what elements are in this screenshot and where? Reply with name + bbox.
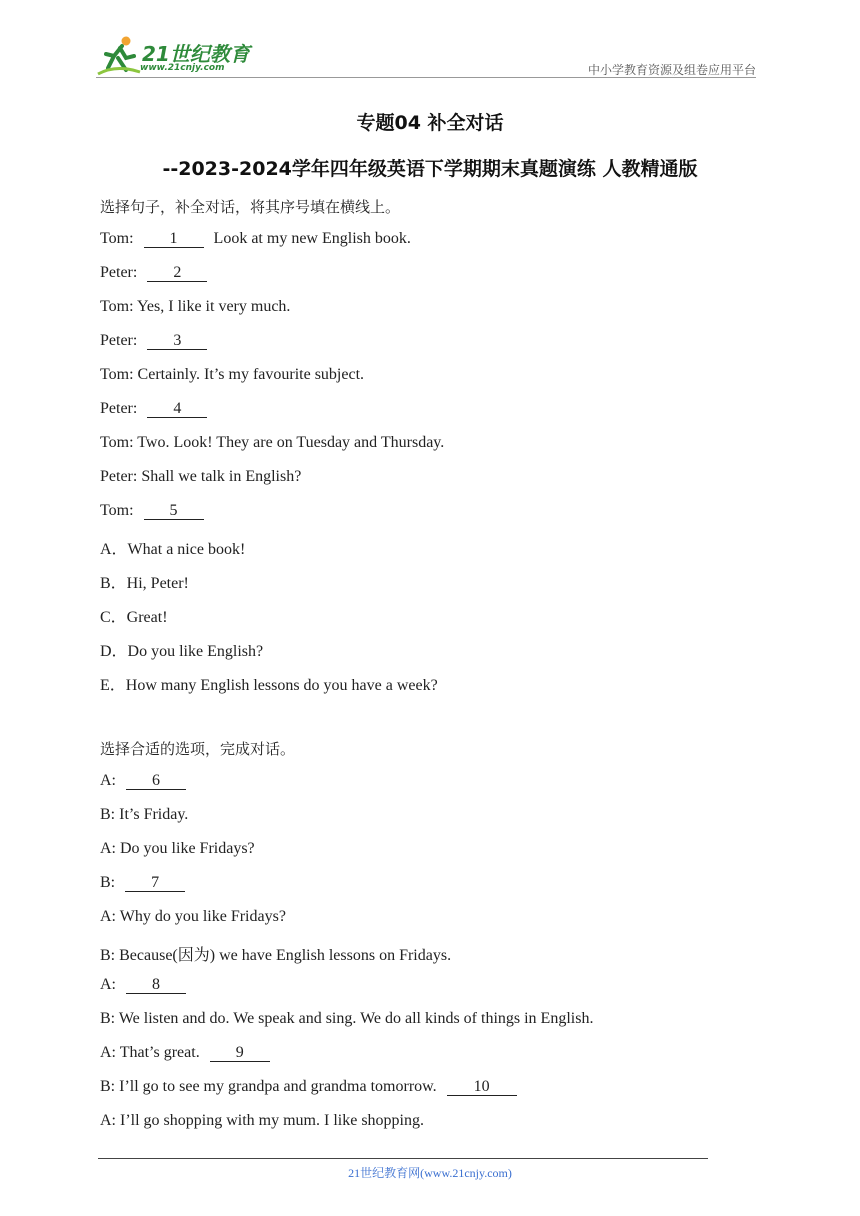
speaker: B: bbox=[100, 806, 116, 823]
speaker: A: bbox=[100, 772, 116, 789]
speaker: Tom: bbox=[100, 502, 134, 519]
answer-blank[interactable]: 6 bbox=[126, 773, 186, 790]
dialogue-line bbox=[100, 1112, 424, 1130]
dialogue-line bbox=[100, 400, 207, 418]
section1-instruction: 选择句子，补全对话，将其序号填在横线上。 bbox=[100, 198, 401, 216]
runner-logo-icon bbox=[96, 34, 142, 78]
dialogue-line bbox=[100, 1044, 270, 1062]
answer-blank[interactable]: 2 bbox=[147, 265, 207, 282]
dialogue-line bbox=[100, 366, 364, 384]
option-item: B．Hi, Peter! bbox=[100, 575, 189, 592]
speaker: B: bbox=[100, 1010, 116, 1027]
dialogue-line bbox=[100, 434, 444, 452]
answer-blank[interactable]: 4 bbox=[147, 401, 207, 418]
dialogue-line bbox=[100, 840, 255, 858]
speaker: A: bbox=[100, 976, 116, 993]
dialogue-text: We listen and do. We speak and sing. We do all kinds of things in English. bbox=[118, 1010, 594, 1027]
speaker: Peter: bbox=[100, 400, 138, 417]
dialogue-line bbox=[100, 468, 301, 486]
dialogue-text: I’ll go shopping with my mum. I like shopping. bbox=[120, 1112, 424, 1129]
dialogue-text: Certainly. It’s my favourite subject. bbox=[137, 366, 365, 383]
speaker: A: bbox=[100, 840, 116, 857]
header-divider bbox=[96, 77, 756, 78]
page-subtitle: --2023-2024学年四年级英语下学期期末真题演练 人教精通版 bbox=[162, 158, 698, 180]
speaker: Peter: bbox=[100, 332, 138, 349]
dialogue-line bbox=[100, 298, 290, 316]
dialogue-line bbox=[100, 230, 411, 248]
page-title: 专题04 补全对话 bbox=[356, 112, 504, 134]
dialogue-line bbox=[100, 908, 286, 926]
dialogue-line bbox=[100, 806, 188, 824]
answer-blank[interactable]: 10 bbox=[447, 1079, 517, 1096]
speaker: A: bbox=[100, 1044, 116, 1061]
dialogue-line bbox=[100, 942, 451, 965]
speaker: B: bbox=[100, 947, 116, 964]
option-item: D．Do you like English? bbox=[100, 643, 264, 660]
dialogue-text: Do you like Fridays? bbox=[120, 840, 255, 857]
dialogue-line bbox=[100, 502, 204, 520]
speaker: A: bbox=[100, 908, 116, 925]
answer-blank[interactable]: 1 bbox=[144, 231, 204, 248]
dialogue-text: Shall we talk in English? bbox=[141, 468, 302, 485]
dialogue-line bbox=[100, 874, 185, 892]
dialogue-text: That’s great. bbox=[119, 1044, 200, 1061]
answer-blank[interactable]: 5 bbox=[144, 503, 204, 520]
dialogue-line bbox=[100, 976, 186, 994]
dialogue-text: Because(因为) we have English lessons on Fridays. bbox=[119, 947, 452, 964]
dialogue-text: Yes, I like it very much. bbox=[136, 298, 291, 315]
speaker: Peter: bbox=[100, 468, 138, 485]
logo-brand: 21世纪教育 bbox=[142, 42, 250, 66]
answer-blank[interactable]: 7 bbox=[125, 875, 185, 892]
logo bbox=[96, 34, 266, 78]
dialogue-text: Two. Look! They are on Tuesday and Thursday. bbox=[137, 434, 445, 451]
speaker: B: bbox=[100, 1078, 116, 1095]
speaker: Tom: bbox=[100, 366, 134, 383]
option-item: C．Great! bbox=[100, 609, 168, 626]
dialogue-text: Look at my new English book. bbox=[213, 230, 411, 247]
dialogue-line bbox=[100, 332, 207, 350]
option-item: A．What a nice book! bbox=[100, 541, 246, 558]
dialogue-line bbox=[100, 1078, 517, 1096]
dialogue-text: Why do you like Fridays? bbox=[119, 908, 286, 925]
answer-blank[interactable]: 3 bbox=[147, 333, 207, 350]
dialogue-line bbox=[100, 772, 186, 790]
answer-blank[interactable]: 8 bbox=[126, 977, 186, 994]
dialogue-text: I’ll go to see my grandpa and grandma tomorrow. bbox=[119, 1078, 437, 1095]
option-item: E．How many English lessons do you have a week? bbox=[100, 677, 438, 694]
dialogue-line bbox=[100, 1010, 593, 1028]
dialogue-text: It’s Friday. bbox=[119, 806, 189, 823]
section2-instruction: 选择合适的选项，完成对话。 bbox=[100, 740, 296, 758]
logo-url: www.21cnjy.com bbox=[140, 63, 225, 73]
footer-link[interactable]: 21世纪教育网(www.21cnjy.com) bbox=[348, 1166, 512, 1180]
speaker: Tom: bbox=[100, 434, 134, 451]
speaker: Tom: bbox=[100, 298, 134, 315]
page-header bbox=[96, 34, 756, 78]
speaker: Tom: bbox=[100, 230, 134, 247]
footer-divider bbox=[98, 1158, 708, 1159]
speaker: B: bbox=[100, 874, 116, 891]
dialogue-line bbox=[100, 264, 207, 282]
speaker: A: bbox=[100, 1112, 116, 1129]
speaker: Peter: bbox=[100, 264, 138, 281]
answer-blank[interactable]: 9 bbox=[210, 1045, 270, 1062]
header-platform-text: 中小学教育资源及组卷应用平台 bbox=[587, 63, 756, 77]
